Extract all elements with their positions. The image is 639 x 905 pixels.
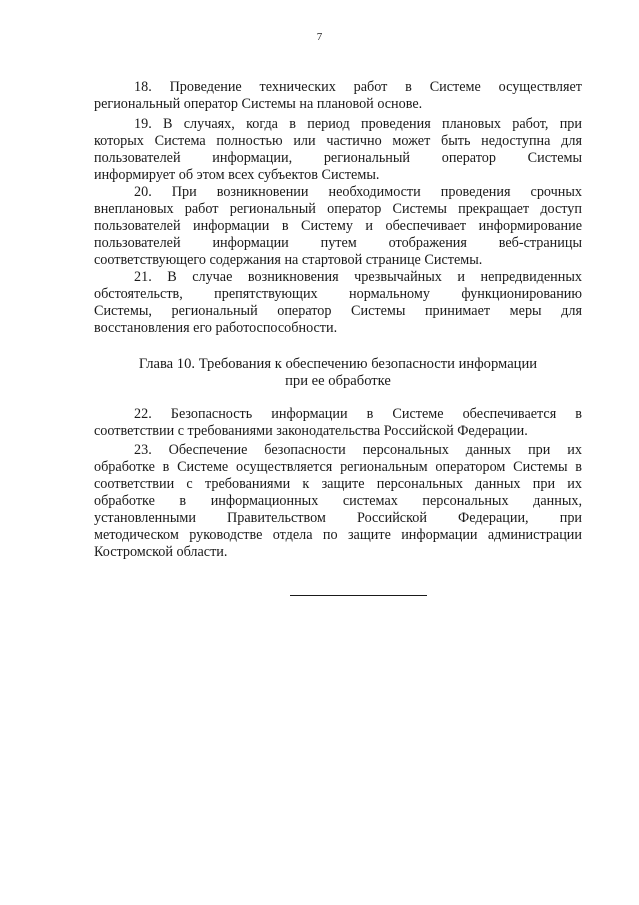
paragraph-line: внеплановых работ региональный оператор Системы прекращает доступ — [94, 201, 582, 217]
paragraph-line: соответствии с требованиями к защите персональных данных при их — [94, 476, 582, 492]
end-of-text-rule — [290, 595, 427, 596]
paragraph-line: восстановления его работоспособности. — [94, 320, 338, 336]
paragraph-line: обстоятельств, препятствующих нормальному функционированию — [94, 286, 582, 302]
paragraph-line: Системы, региональный оператор Системы принимает меры для — [94, 303, 582, 319]
paragraph-line: методическом руководстве отдела по защите информации администрации — [94, 527, 582, 543]
paragraph-line: 18. Проведение технических работ в Системе осуществляет — [134, 79, 582, 95]
paragraph-line: обработке в информационных системах персональных данных, — [94, 493, 582, 509]
paragraph-line: 21. В случае возникновения чрезвычайных и непредвиденных — [134, 269, 582, 285]
paragraph-line: региональный оператор Системы на плановой основе. — [94, 96, 423, 112]
paragraph-line: 22. Безопасность информации в Системе обеспечивается в — [134, 406, 582, 422]
paragraph-line: 19. В случаях, когда в период проведения плановых работ, при — [134, 116, 582, 132]
page-number: 7 — [316, 31, 323, 43]
chapter-title: Глава 10. Требования к обеспечению безопасности информации — [138, 356, 538, 372]
paragraph-line: соответствии с требованиями законодательства Российской Федерации. — [94, 423, 528, 439]
paragraph-line: 20. При возникновении необходимости проведения срочных — [134, 184, 582, 200]
paragraph-line: пользователей информации в Систему и обеспечивает информирование — [94, 218, 582, 234]
chapter-subtitle: при ее обработке — [285, 373, 391, 389]
paragraph-line: информирует об этом всех субъектов Системы. — [94, 167, 380, 183]
paragraph-line: пользователей информации путем отображения веб-страницы — [94, 235, 582, 251]
paragraph-line: соответствующего содержания на стартовой странице Системы. — [94, 252, 483, 268]
paragraph-line: пользователей информации, региональный оператор Системы — [94, 150, 582, 166]
paragraph-line: 23. Обеспечение безопасности персональных данных при их — [134, 442, 582, 458]
paragraph-line: Костромской области. — [94, 544, 228, 560]
paragraph-line: установленными Правительством Российской Федерации, при — [94, 510, 582, 526]
paragraph-line: которых Система полностью или частично может быть недоступна для — [94, 133, 582, 149]
paragraph-line: обработке в Системе осуществляется региональным оператором Системы в — [94, 459, 582, 475]
